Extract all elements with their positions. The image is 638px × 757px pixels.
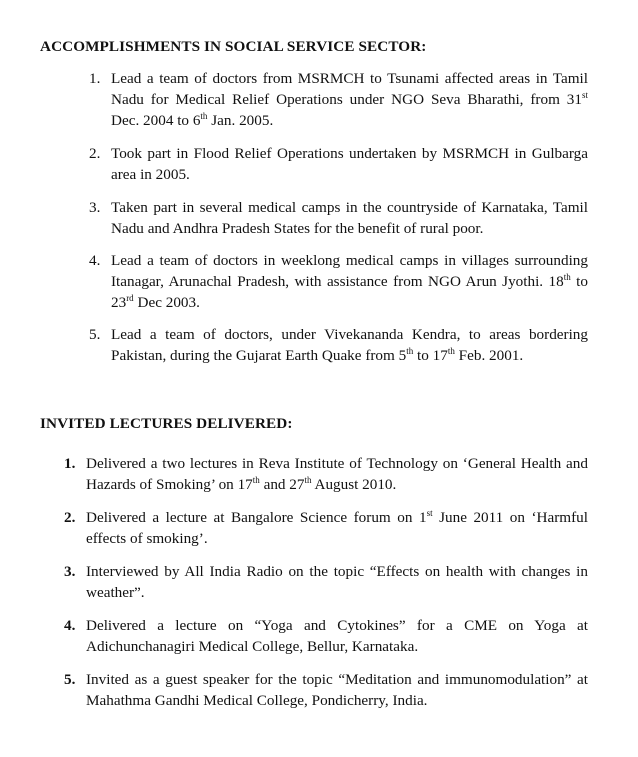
- lecture-item: [64, 453, 588, 495]
- section-heading-invited-lectures: INVITED LECTURES DELIVERED:: [40, 415, 293, 432]
- item-text: Invited as a guest speaker for the topic “Meditation and immunomodulation” at Mahathma Gandhi Medical College, Pondicherry, India.: [86, 671, 588, 709]
- service-item: [89, 68, 588, 131]
- item-number: 5.: [64, 671, 76, 688]
- item-number: 4.: [89, 252, 101, 269]
- item-number: 1.: [64, 455, 76, 472]
- item-number: 1.: [89, 70, 101, 87]
- service-item: [89, 324, 588, 366]
- lecture-item: [64, 669, 588, 711]
- item-number: 5.: [89, 326, 101, 343]
- item-text: Lead a team of doctors, under Vivekananda Kendra, to areas bordering Pakistan, during the Gujarat Earth Quake from 5th to 17th Feb. 2001.: [111, 326, 588, 364]
- item-text: Delivered a lecture at Bangalore Science forum on 1st June 2011 on ‘Harmful effects of smoking’.: [86, 508, 588, 547]
- item-number: 2.: [89, 145, 101, 162]
- lecture-item: [64, 615, 588, 657]
- lecture-item: [64, 561, 588, 603]
- item-text: Delivered a two lectures in Reva Institute of Technology on ‘General Health and Hazards of Smoking’ on 17th and 27th August 2010.: [86, 455, 588, 493]
- service-item: [89, 250, 588, 313]
- item-text: Lead a team of doctors from MSRMCH to Tsunami affected areas in Tamil Nadu for Medical Relief Operations under NGO Seva Bharathi, from 31st Dec. 2004 to 6th Jan. 2005.: [111, 70, 588, 129]
- item-text: Delivered a lecture on “Yoga and Cytokines” for a CME on Yoga at Adichunchanagiri Medical College, Bellur, Karnataka.: [86, 617, 588, 655]
- item-text: Interviewed by All India Radio on the topic “Effects on health with changes in weather”.: [86, 563, 588, 601]
- item-text: Took part in Flood Relief Operations undertaken by MSRMCH in Gulbarga area in 2005.: [111, 145, 588, 183]
- service-item: [89, 143, 588, 185]
- item-number: 4.: [64, 617, 76, 634]
- item-number: 3.: [64, 563, 76, 580]
- service-item: [89, 197, 588, 239]
- item-number: 3.: [89, 199, 101, 216]
- section-heading-social-service: ACCOMPLISHMENTS IN SOCIAL SERVICE SECTOR:: [40, 38, 427, 55]
- item-text: Taken part in several medical camps in the countryside of Karnataka, Tamil Nadu and Andhra Pradesh States for the benefit of rural poor.: [111, 199, 588, 237]
- lecture-item: [64, 507, 588, 549]
- item-number: 2.: [64, 509, 76, 526]
- item-text: Lead a team of doctors in weeklong medical camps in villages surrounding Itanagar, Arunachal Pradesh, with assistance from NGO Arun Jyothi. 18th to 23rd Dec 2003.: [111, 252, 588, 311]
